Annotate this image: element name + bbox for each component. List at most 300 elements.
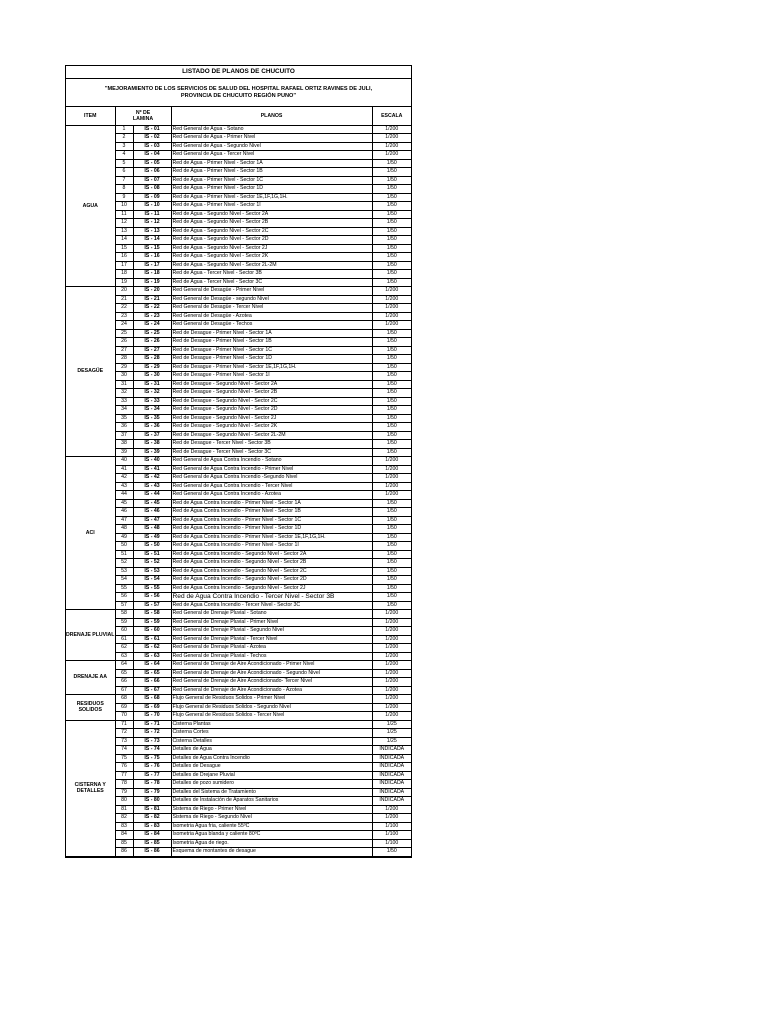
plan-name: Red de Agua Contra Incendio - Tercer Nivel - Sector 3C bbox=[171, 601, 372, 610]
plan-scale: 1/200 bbox=[372, 610, 411, 619]
lamina-code: IS - 22 bbox=[133, 304, 171, 313]
table-row bbox=[66, 261, 411, 270]
plan-scale: 1/200 bbox=[372, 134, 411, 143]
table-row bbox=[66, 193, 411, 202]
plan-scale: 1/50 bbox=[372, 550, 411, 559]
table-row bbox=[66, 372, 411, 381]
plan-scale: INDICADA bbox=[372, 754, 411, 763]
plan-scale: 1/200 bbox=[372, 151, 411, 160]
plan-scale: 1/50 bbox=[372, 185, 411, 194]
plan-scale: 1/25 bbox=[372, 737, 411, 746]
plan-scale: 1/50 bbox=[372, 270, 411, 279]
lamina-code: IS - 53 bbox=[133, 567, 171, 576]
table-row bbox=[66, 805, 411, 814]
table-row bbox=[66, 754, 411, 763]
row-number: 32 bbox=[115, 389, 133, 398]
plan-name: Red General de Agua - Segundo Nivel bbox=[171, 142, 372, 151]
item-group-label: RESIDUOS SOLIDOS bbox=[66, 695, 115, 721]
plan-name: Red General de Agua - Primer Nivel bbox=[171, 134, 372, 143]
table-row bbox=[66, 593, 411, 602]
plan-scale: 1/100 bbox=[372, 839, 411, 848]
plan-name: Red General de Agua Contra Incendio - Azotea bbox=[171, 491, 372, 500]
lamina-code: IS - 47 bbox=[133, 516, 171, 525]
plan-scale: 1/200 bbox=[372, 125, 411, 134]
lamina-code: IS - 57 bbox=[133, 601, 171, 610]
lamina-code: IS - 14 bbox=[133, 236, 171, 245]
plan-scale: 1/200 bbox=[372, 805, 411, 814]
plan-name: Red de Agua - Segundo Nivel - Sector 2B bbox=[171, 219, 372, 228]
plan-name: Red General de Desagüe - Tercer Nivel bbox=[171, 304, 372, 313]
plan-scale: INDICADA bbox=[372, 771, 411, 780]
lamina-code: IS - 77 bbox=[133, 771, 171, 780]
lamina-code: IS - 86 bbox=[133, 848, 171, 857]
lamina-code: IS - 55 bbox=[133, 584, 171, 593]
row-number: 15 bbox=[115, 244, 133, 253]
row-number: 40 bbox=[115, 457, 133, 466]
plan-name: Red General de Drenaje de Aire Acondicionado- Tercer Nivel bbox=[171, 678, 372, 687]
plan-name: Red de Agua - Primer Nivel - Sector 1E,1F,1G,1H. bbox=[171, 193, 372, 202]
table-row bbox=[66, 635, 411, 644]
lamina-code: IS - 62 bbox=[133, 644, 171, 653]
lamina-code: IS - 79 bbox=[133, 788, 171, 797]
plan-scale: 1/50 bbox=[372, 202, 411, 211]
row-number: 37 bbox=[115, 431, 133, 440]
plan-scale: 1/25 bbox=[372, 729, 411, 738]
lamina-code: IS - 64 bbox=[133, 661, 171, 670]
table-row bbox=[66, 329, 411, 338]
lamina-code: IS - 15 bbox=[133, 244, 171, 253]
plan-name: Detalles de Desague bbox=[171, 763, 372, 772]
lamina-code: IS - 42 bbox=[133, 474, 171, 483]
project-name-line-2: PROVINCIA DE CHUCUITO REGIÓN PUNO" bbox=[180, 93, 297, 99]
table-row bbox=[66, 414, 411, 423]
lamina-code: IS - 16 bbox=[133, 253, 171, 262]
row-number: 24 bbox=[115, 321, 133, 330]
lamina-code: IS - 70 bbox=[133, 712, 171, 721]
plan-name: Flujo General de Residuos Solidos - Primer Nivel bbox=[171, 695, 372, 704]
plan-name: Red de Agua - Tercer Nivel - Sector 3C bbox=[171, 278, 372, 287]
table-row bbox=[66, 763, 411, 772]
table-row bbox=[66, 278, 411, 287]
row-number: 80 bbox=[115, 797, 133, 806]
plan-scale: 1/50 bbox=[372, 414, 411, 423]
row-number: 82 bbox=[115, 814, 133, 823]
table-row bbox=[66, 423, 411, 432]
row-number: 52 bbox=[115, 559, 133, 568]
table-row bbox=[66, 848, 411, 857]
row-number: 41 bbox=[115, 465, 133, 474]
row-number: 31 bbox=[115, 380, 133, 389]
plan-name: Red de Desague - Segundo Nivel - Sector 2B bbox=[171, 389, 372, 398]
table-row bbox=[66, 338, 411, 347]
table-row bbox=[66, 227, 411, 236]
plan-scale: 1/50 bbox=[372, 380, 411, 389]
plan-name: Red de Desague - Tercer Nivel - Sector 3C bbox=[171, 448, 372, 457]
row-number: 66 bbox=[115, 678, 133, 687]
table-row bbox=[66, 134, 411, 143]
table-row bbox=[66, 440, 411, 449]
row-number: 64 bbox=[115, 661, 133, 670]
row-number: 13 bbox=[115, 227, 133, 236]
lamina-code: IS - 17 bbox=[133, 261, 171, 270]
plan-name: Flujo General de Residuos Solidos - Tercer Nivel bbox=[171, 712, 372, 721]
header-planos: PLANOS bbox=[171, 107, 372, 125]
plan-scale: 1/200 bbox=[372, 142, 411, 151]
lamina-code: IS - 31 bbox=[133, 380, 171, 389]
table-row bbox=[66, 244, 411, 253]
plan-scale: 1/200 bbox=[372, 686, 411, 695]
table-row bbox=[66, 380, 411, 389]
plan-list-sheet bbox=[65, 65, 412, 858]
lamina-code: IS - 49 bbox=[133, 533, 171, 542]
table-row bbox=[66, 431, 411, 440]
lamina-code: IS - 05 bbox=[133, 159, 171, 168]
plan-scale: 1/50 bbox=[372, 584, 411, 593]
plan-scale: 1/50 bbox=[372, 329, 411, 338]
row-number: 21 bbox=[115, 295, 133, 304]
row-number: 71 bbox=[115, 720, 133, 729]
table-row bbox=[66, 448, 411, 457]
plan-name: Red de Agua Contra Incendio - Primer Nivel - Sector 1C bbox=[171, 516, 372, 525]
plan-name: Red General de Drenaje Pluvial - Techos bbox=[171, 652, 372, 661]
lamina-code: IS - 13 bbox=[133, 227, 171, 236]
lamina-code: IS - 02 bbox=[133, 134, 171, 143]
lamina-code: IS - 68 bbox=[133, 695, 171, 704]
row-number: 86 bbox=[115, 848, 133, 857]
lamina-code: IS - 50 bbox=[133, 542, 171, 551]
table-row bbox=[66, 525, 411, 534]
plan-name: Esquema de montantes de desague bbox=[171, 848, 372, 857]
lamina-code: IS - 81 bbox=[133, 805, 171, 814]
row-number: 7 bbox=[115, 176, 133, 185]
lamina-code: IS - 29 bbox=[133, 363, 171, 372]
table-row bbox=[66, 712, 411, 721]
project-name bbox=[66, 79, 411, 107]
row-number: 2 bbox=[115, 134, 133, 143]
plan-scale: 1/50 bbox=[372, 508, 411, 517]
plan-scale: 1/200 bbox=[372, 644, 411, 653]
plan-name: Red de Desague - Tercer Nivel - Sector 3B bbox=[171, 440, 372, 449]
plan-name: Red General de Drenaje Pluvial - Segundo Nivel bbox=[171, 627, 372, 636]
row-number: 62 bbox=[115, 644, 133, 653]
plan-name: Red de Desague - Primer Nivel - Sector 1A bbox=[171, 329, 372, 338]
plan-name: Red General de Agua Contra Incendio - Tercer Nivel bbox=[171, 482, 372, 491]
plan-name: Red General de Agua Contra Incendio - Primer Nivel bbox=[171, 465, 372, 474]
row-number: 8 bbox=[115, 185, 133, 194]
plan-name: Red de Agua Contra Incendio - Segundo Nivel - Sector 2C bbox=[171, 567, 372, 576]
plan-name: Red de Desague - Primer Nivel - Sector 1E,1F,1G,1H. bbox=[171, 363, 372, 372]
table-row bbox=[66, 202, 411, 211]
plan-scale: 1/200 bbox=[372, 304, 411, 313]
plan-name: Red de Agua Contra Incendio - Primer Nivel - Sector 1I bbox=[171, 542, 372, 551]
row-number: 43 bbox=[115, 482, 133, 491]
plan-name: Red de Agua - Segundo Nivel - Sector 2K bbox=[171, 253, 372, 262]
plan-scale: 1/50 bbox=[372, 559, 411, 568]
row-number: 22 bbox=[115, 304, 133, 313]
plan-scale: 1/50 bbox=[372, 542, 411, 551]
lamina-code: IS - 10 bbox=[133, 202, 171, 211]
row-number: 44 bbox=[115, 491, 133, 500]
plan-name: Red General de Drenaje Pluvial - Azotea bbox=[171, 644, 372, 653]
row-number: 75 bbox=[115, 754, 133, 763]
plan-name: Red de Desague - Segundo Nivel - Sector 2C bbox=[171, 397, 372, 406]
plan-scale: 1/50 bbox=[372, 338, 411, 347]
plan-name: Red de Agua - Tercer Nivel - Sector 3B bbox=[171, 270, 372, 279]
table-row bbox=[66, 397, 411, 406]
table-row bbox=[66, 652, 411, 661]
plan-scale: 1/200 bbox=[372, 457, 411, 466]
lamina-code: IS - 28 bbox=[133, 355, 171, 364]
table-row bbox=[66, 185, 411, 194]
plan-scale: INDICADA bbox=[372, 746, 411, 755]
plan-name: Detalles de Agua bbox=[171, 746, 372, 755]
row-number: 35 bbox=[115, 414, 133, 423]
plan-name: Detalles de Drejane Pluvial bbox=[171, 771, 372, 780]
table-row bbox=[66, 610, 411, 619]
plan-scale: 1/50 bbox=[372, 406, 411, 415]
table-row bbox=[66, 814, 411, 823]
lamina-code: IS - 07 bbox=[133, 176, 171, 185]
table-row bbox=[66, 304, 411, 313]
lamina-code: IS - 26 bbox=[133, 338, 171, 347]
table-row bbox=[66, 669, 411, 678]
table-row bbox=[66, 550, 411, 559]
plan-name: Red de Agua Contra Incendio - Segundo Nivel - Sector 2A bbox=[171, 550, 372, 559]
row-number: 14 bbox=[115, 236, 133, 245]
row-number: 49 bbox=[115, 533, 133, 542]
row-number: 12 bbox=[115, 219, 133, 228]
plan-name: Red de Agua - Primer Nivel - Sector 1I bbox=[171, 202, 372, 211]
table-row bbox=[66, 822, 411, 831]
plan-scale: 1/50 bbox=[372, 423, 411, 432]
row-number: 16 bbox=[115, 253, 133, 262]
plan-scale: 1/50 bbox=[372, 261, 411, 270]
plan-scale: 1/200 bbox=[372, 618, 411, 627]
plan-name: Isometria Agua blanda y caliente 80ºC bbox=[171, 831, 372, 840]
table-row bbox=[66, 780, 411, 789]
lamina-code: IS - 12 bbox=[133, 219, 171, 228]
plan-scale: 1/25 bbox=[372, 720, 411, 729]
lamina-code: IS - 48 bbox=[133, 525, 171, 534]
table-row bbox=[66, 491, 411, 500]
plan-scale: INDICADA bbox=[372, 763, 411, 772]
row-number: 17 bbox=[115, 261, 133, 270]
plan-scale: 1/50 bbox=[372, 431, 411, 440]
plan-name: Red de Desague - Primer Nivel - Sector 1D bbox=[171, 355, 372, 364]
lamina-code: IS - 83 bbox=[133, 822, 171, 831]
lamina-code: IS - 09 bbox=[133, 193, 171, 202]
table-row bbox=[66, 499, 411, 508]
plan-scale: 1/200 bbox=[372, 312, 411, 321]
lamina-code: IS - 21 bbox=[133, 295, 171, 304]
plan-name: Red General de Drenaje de Aire Acondicionado - Primer Nivel bbox=[171, 661, 372, 670]
row-number: 27 bbox=[115, 346, 133, 355]
lamina-code: IS - 61 bbox=[133, 635, 171, 644]
plan-name: Isometria Agua fria, caliente 55ºC bbox=[171, 822, 372, 831]
row-number: 18 bbox=[115, 270, 133, 279]
row-number: 25 bbox=[115, 329, 133, 338]
table-row bbox=[66, 729, 411, 738]
plans-table-body bbox=[66, 125, 411, 856]
row-number: 67 bbox=[115, 686, 133, 695]
row-number: 69 bbox=[115, 703, 133, 712]
plan-name: Red General de Agua - Tercer Nivel bbox=[171, 151, 372, 160]
plan-name: Red de Agua Contra Incendio - Primer Nivel - Sector 1B bbox=[171, 508, 372, 517]
plan-scale: 1/50 bbox=[372, 499, 411, 508]
plan-name: Isometria Agua de riego. bbox=[171, 839, 372, 848]
plan-name: Red de Agua - Primer Nivel - Sector 1B bbox=[171, 168, 372, 177]
plan-name: Red General de Desagüe - segundo Nivel bbox=[171, 295, 372, 304]
plan-name: Red de Agua Contra Incendio - Segundo Nivel - Sector 2J bbox=[171, 584, 372, 593]
plan-scale: 1/50 bbox=[372, 389, 411, 398]
plan-scale: 1/200 bbox=[372, 491, 411, 500]
row-number: 56 bbox=[115, 593, 133, 602]
item-group-label: CISTERNA Y DETALLES bbox=[66, 720, 115, 856]
table-row bbox=[66, 210, 411, 219]
row-number: 26 bbox=[115, 338, 133, 347]
row-number: 77 bbox=[115, 771, 133, 780]
plan-name: Red de Agua - Segundo Nivel - Sector 2L-2M bbox=[171, 261, 372, 270]
lamina-code: IS - 43 bbox=[133, 482, 171, 491]
plan-scale: 1/50 bbox=[372, 448, 411, 457]
row-number: 53 bbox=[115, 567, 133, 576]
document-title: LISTADO DE PLANOS DE CHUCUITO bbox=[66, 66, 411, 79]
table-row bbox=[66, 839, 411, 848]
plan-scale: 1/200 bbox=[372, 295, 411, 304]
plan-name: Red de Desague - Primer Nivel - Sector 1I bbox=[171, 372, 372, 381]
table-row bbox=[66, 644, 411, 653]
lamina-code: IS - 52 bbox=[133, 559, 171, 568]
lamina-code: IS - 58 bbox=[133, 610, 171, 619]
lamina-code: IS - 44 bbox=[133, 491, 171, 500]
row-number: 85 bbox=[115, 839, 133, 848]
row-number: 65 bbox=[115, 669, 133, 678]
lamina-code: IS - 41 bbox=[133, 465, 171, 474]
row-number: 3 bbox=[115, 142, 133, 151]
row-number: 6 bbox=[115, 168, 133, 177]
table-row bbox=[66, 159, 411, 168]
plan-scale: 1/200 bbox=[372, 669, 411, 678]
plan-scale: 1/200 bbox=[372, 474, 411, 483]
plan-name: Red de Agua - Segundo Nivel - Sector 2A bbox=[171, 210, 372, 219]
table-row bbox=[66, 142, 411, 151]
row-number: 72 bbox=[115, 729, 133, 738]
plan-name: Red de Agua Contra Incendio - Primer Nivel - Sector 1D bbox=[171, 525, 372, 534]
plan-name: Red de Desague - Primer Nivel - Sector 1B bbox=[171, 338, 372, 347]
plan-name: Cisterna Detalles bbox=[171, 737, 372, 746]
plan-name: Red de Agua Contra Incendio - Tercer Nivel - Sector 3B bbox=[171, 593, 372, 602]
plan-name: Red de Agua - Segundo Nivel - Sector 2J bbox=[171, 244, 372, 253]
table-row bbox=[66, 831, 411, 840]
lamina-code: IS - 40 bbox=[133, 457, 171, 466]
table-row bbox=[66, 295, 411, 304]
lamina-code: IS - 72 bbox=[133, 729, 171, 738]
lamina-code: IS - 76 bbox=[133, 763, 171, 772]
lamina-code: IS - 75 bbox=[133, 754, 171, 763]
plan-name: Red de Desague - Segundo Nivel - Sector 2D bbox=[171, 406, 372, 415]
plan-name: Red General de Drenaje de Aire Acondicionado - Segundo Nivel bbox=[171, 669, 372, 678]
lamina-code: IS - 60 bbox=[133, 627, 171, 636]
table-row bbox=[66, 576, 411, 585]
row-number: 20 bbox=[115, 287, 133, 296]
table-row bbox=[66, 151, 411, 160]
plan-scale: 1/200 bbox=[372, 703, 411, 712]
table-row bbox=[66, 389, 411, 398]
plan-name: Cisterna Plantas bbox=[171, 720, 372, 729]
plan-scale: 1/200 bbox=[372, 678, 411, 687]
plan-scale: 1/50 bbox=[372, 440, 411, 449]
table-row bbox=[66, 457, 411, 466]
table-row bbox=[66, 219, 411, 228]
row-number: 45 bbox=[115, 499, 133, 508]
row-number: 81 bbox=[115, 805, 133, 814]
plan-name: Red de Agua - Primer Nivel - Sector 1D bbox=[171, 185, 372, 194]
row-number: 59 bbox=[115, 618, 133, 627]
row-number: 10 bbox=[115, 202, 133, 211]
plan-name: Red de Agua Contra Incendio - Primer Nivel - Sector 1A bbox=[171, 499, 372, 508]
table-row bbox=[66, 533, 411, 542]
plan-scale: 1/50 bbox=[372, 533, 411, 542]
row-number: 83 bbox=[115, 822, 133, 831]
plan-scale: 1/100 bbox=[372, 822, 411, 831]
plan-name: Red General de Drenaje Pluvial - Tercer Nivel bbox=[171, 635, 372, 644]
plan-scale: 1/50 bbox=[372, 278, 411, 287]
plan-scale: 1/50 bbox=[372, 593, 411, 602]
table-row bbox=[66, 567, 411, 576]
plan-scale: 1/50 bbox=[372, 372, 411, 381]
plan-scale: 1/50 bbox=[372, 355, 411, 364]
table-row bbox=[66, 627, 411, 636]
row-number: 74 bbox=[115, 746, 133, 755]
item-group-label: DESAGÜE bbox=[66, 287, 115, 457]
plan-scale: 1/50 bbox=[372, 159, 411, 168]
lamina-code: IS - 82 bbox=[133, 814, 171, 823]
row-number: 46 bbox=[115, 508, 133, 517]
plan-name: Sistema de Riego - Primer Nivel bbox=[171, 805, 372, 814]
row-number: 28 bbox=[115, 355, 133, 364]
table-row bbox=[66, 465, 411, 474]
plan-scale: 1/50 bbox=[372, 253, 411, 262]
lamina-code: IS - 08 bbox=[133, 185, 171, 194]
plan-scale: 1/200 bbox=[372, 287, 411, 296]
table-row bbox=[66, 312, 411, 321]
row-number: 34 bbox=[115, 406, 133, 415]
plan-scale: 1/50 bbox=[372, 193, 411, 202]
lamina-code: IS - 06 bbox=[133, 168, 171, 177]
plan-scale: 1/50 bbox=[372, 210, 411, 219]
row-number: 36 bbox=[115, 423, 133, 432]
table-row bbox=[66, 508, 411, 517]
row-number: 30 bbox=[115, 372, 133, 381]
row-number: 60 bbox=[115, 627, 133, 636]
lamina-code: IS - 19 bbox=[133, 278, 171, 287]
table-row bbox=[66, 474, 411, 483]
table-row bbox=[66, 678, 411, 687]
lamina-code: IS - 46 bbox=[133, 508, 171, 517]
plan-name: Red General de Desagüe - Azotea bbox=[171, 312, 372, 321]
lamina-code: IS - 45 bbox=[133, 499, 171, 508]
row-number: 68 bbox=[115, 695, 133, 704]
plan-scale: 1/200 bbox=[372, 465, 411, 474]
plan-scale: 1/200 bbox=[372, 635, 411, 644]
row-number: 57 bbox=[115, 601, 133, 610]
plan-scale: 1/50 bbox=[372, 601, 411, 610]
lamina-code: IS - 51 bbox=[133, 550, 171, 559]
table-row bbox=[66, 482, 411, 491]
row-number: 5 bbox=[115, 159, 133, 168]
plan-name: Red de Desague - Primer Nivel - Sector 1C bbox=[171, 346, 372, 355]
lamina-code: IS - 38 bbox=[133, 440, 171, 449]
